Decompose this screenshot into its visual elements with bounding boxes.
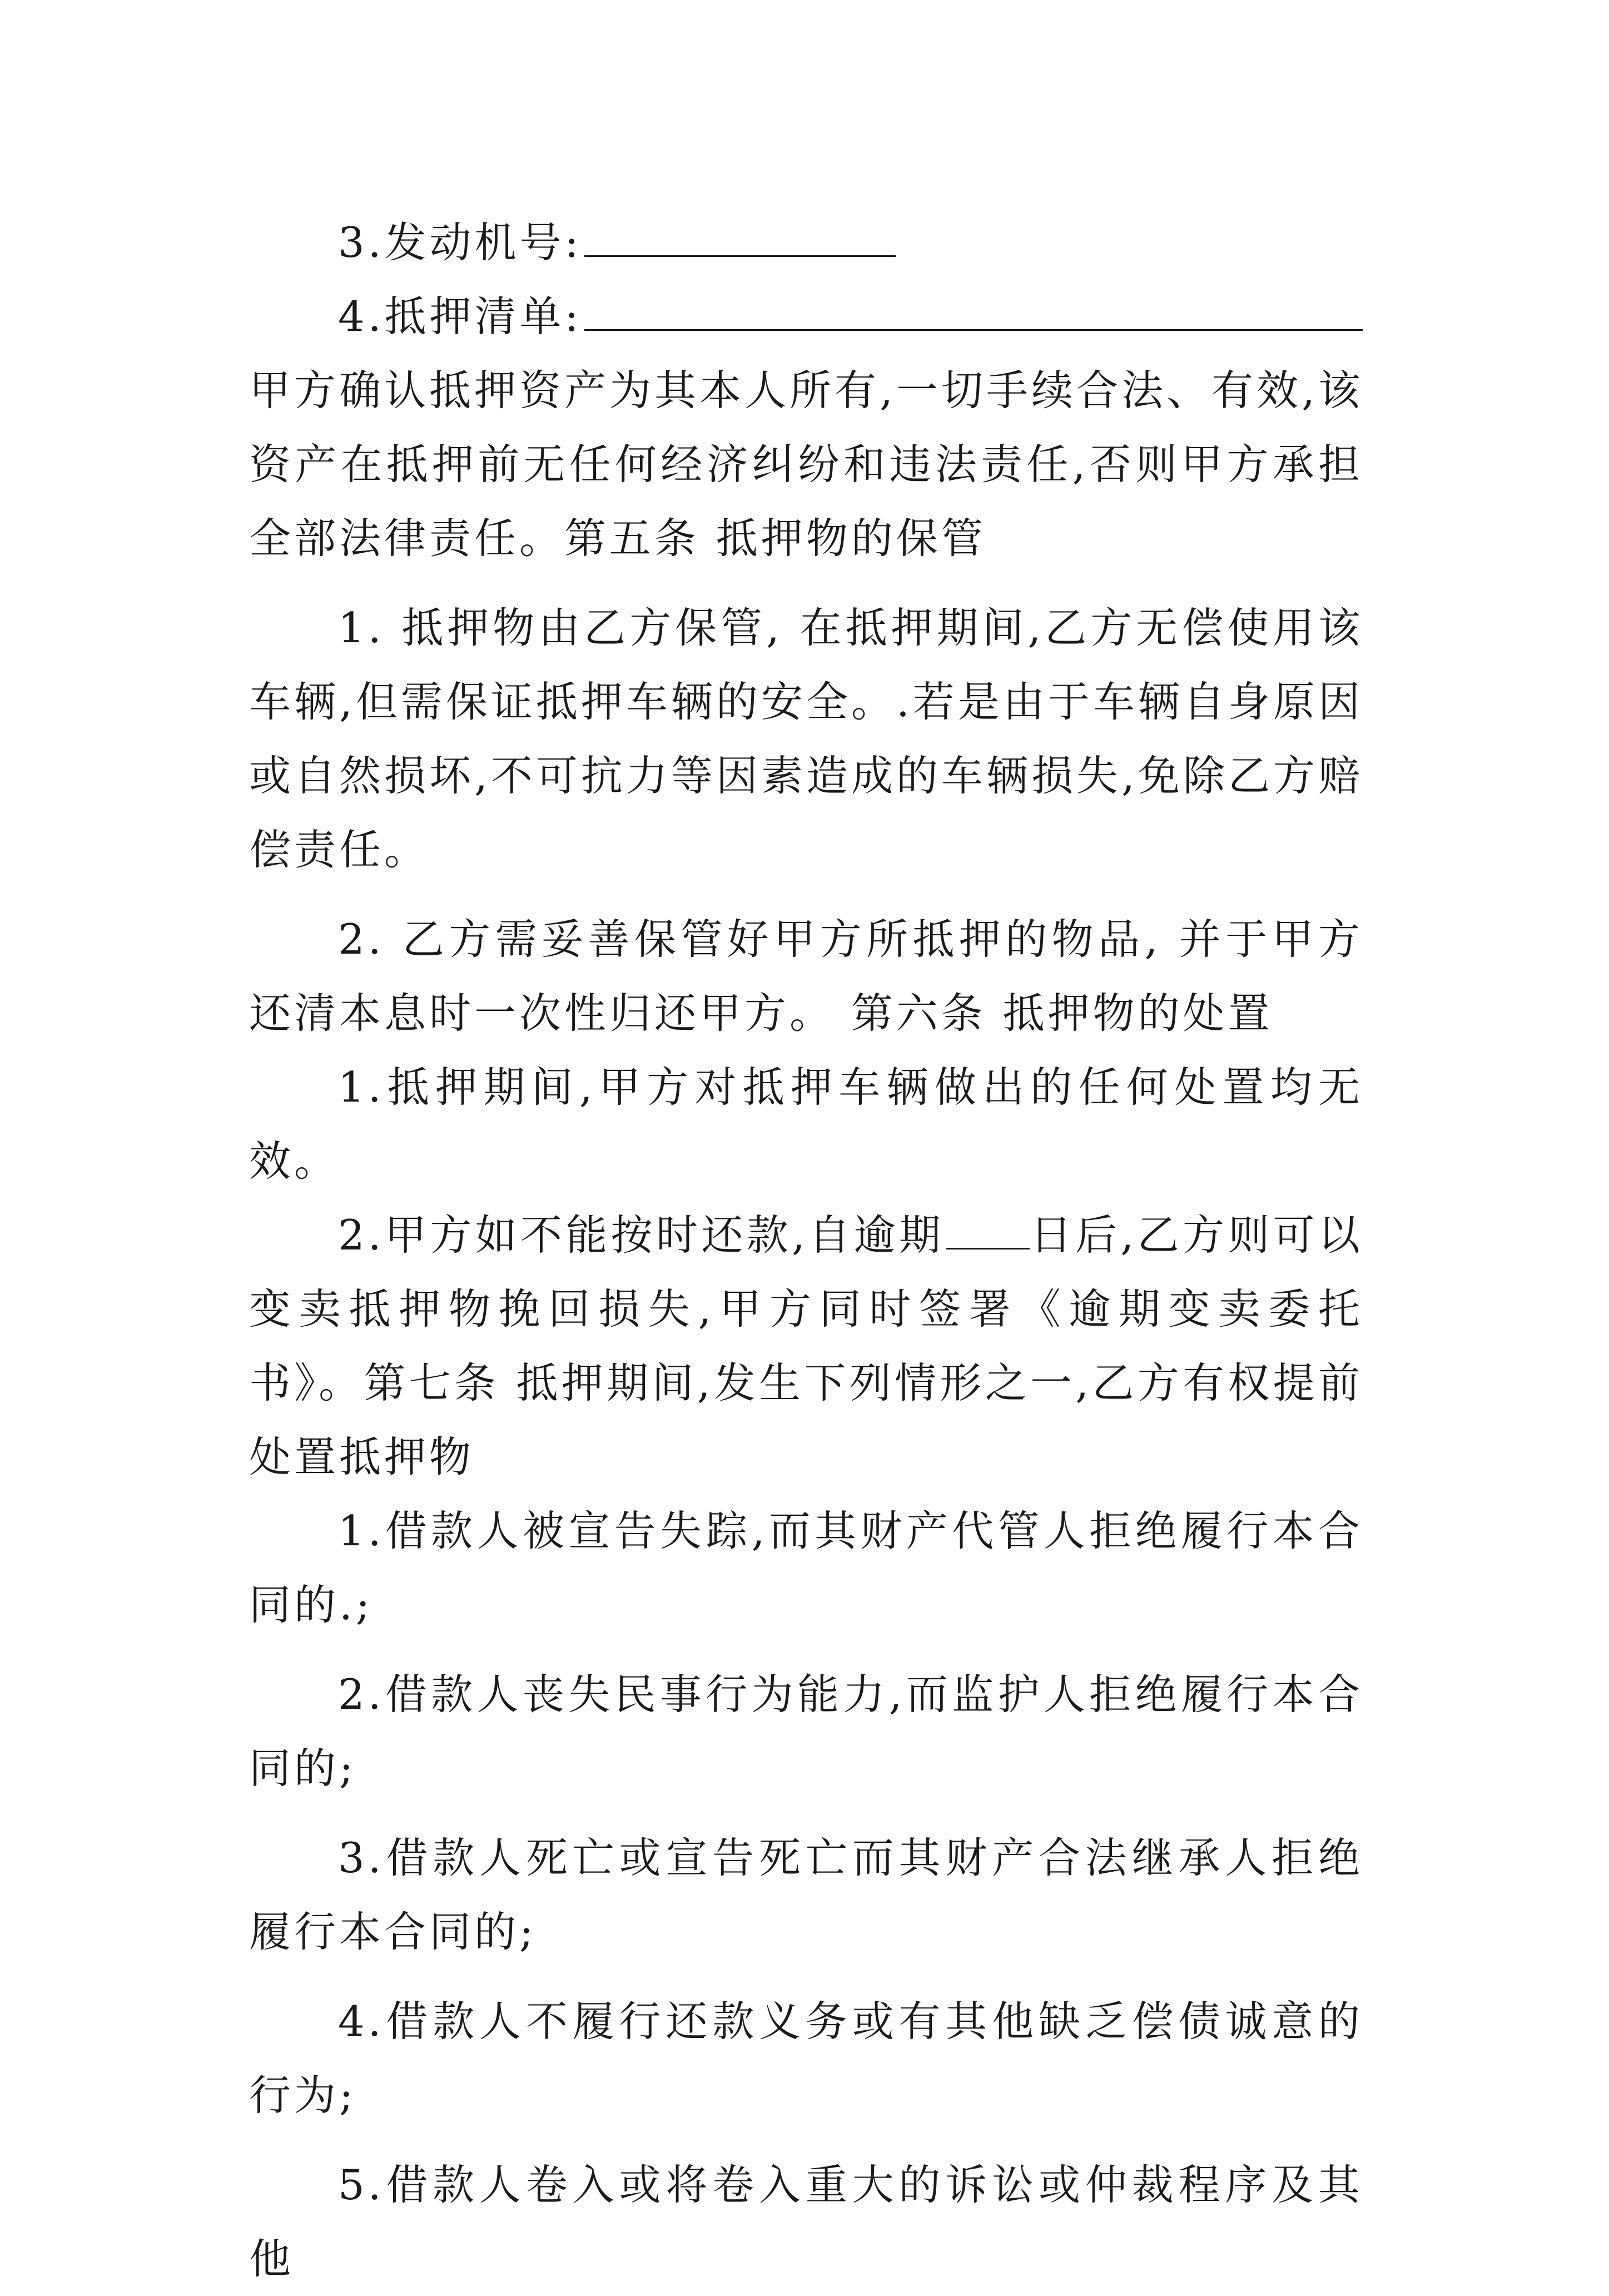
disposal-clause-2-end: 日后,乙方则可以变卖抵押物挽回损失,甲方同时签署《逾期变卖委托书》。第七条 抵押期间,发生下列情形之一,乙方有权提前处置抵押物 — [249, 1211, 1364, 1481]
early-disposal-item-4: 4.借款人不履行还款义务或有其他缺乏偿债诚意的行为; — [249, 1997, 1363, 2120]
disposal-clause-2-start: 2.甲方如不能按时还款,自逾期 — [338, 1211, 945, 1259]
disposal-clause-1: 1.抵押期间,甲方对抵押车辆做出的任何处置均无效。 — [249, 1063, 1363, 1186]
overdue-days-blank — [946, 1209, 1030, 1249]
early-disposal-item-1: 1.借款人被宣告失踪,而其财产代管人拒绝履行本合同的.; — [249, 1506, 1363, 1629]
custody-clause-2: 2. 乙方需妥善保管好甲方所抵押的物品, 并于甲方还清本息时一次性归还甲方。 第六条 抵押物的处置 — [249, 915, 1363, 1038]
early-disposal-item-2: 2.借款人丧失民事行为能力,而监护人拒绝履行本合同的; — [249, 1670, 1363, 1793]
mortgage-list-line — [249, 280, 1363, 354]
engine-number-blank — [584, 216, 896, 257]
mortgage-list-label: 4.抵押清单: — [338, 292, 582, 341]
disposal-clause-2 — [249, 1198, 1363, 1494]
early-disposal-item-3: 3.借款人死亡或宣告死亡而其财产合法继承人拒绝履行本合同的; — [249, 1833, 1363, 1956]
mortgage-list-blank — [584, 290, 1363, 331]
engine-number-label: 3.发动机号: — [338, 218, 582, 267]
custody-clause-1: 1. 抵押物由乙方保管, 在抵押期间,乙方无偿使用该车辆,但需保证抵押车辆的安全。.若是由于车辆自身原因或自然损坏,不可抗力等因素造成的车辆损失,免除乙方赔偿责任。 — [249, 603, 1363, 874]
ownership-confirmation-paragraph: 甲方确认抵押资产为其本人所有,一切手续合法、有效,该资产在抵押前无任何经济纠纷和违法责任,否则甲方承担全部法律责任。第五条 抵押物的保管 — [249, 366, 1363, 563]
document-body — [249, 206, 1363, 2296]
early-disposal-item-5: 5.借款人卷入或将卷入重大的诉讼或仲裁程序及其他 — [249, 2160, 1363, 2283]
engine-number-line — [249, 206, 1363, 280]
